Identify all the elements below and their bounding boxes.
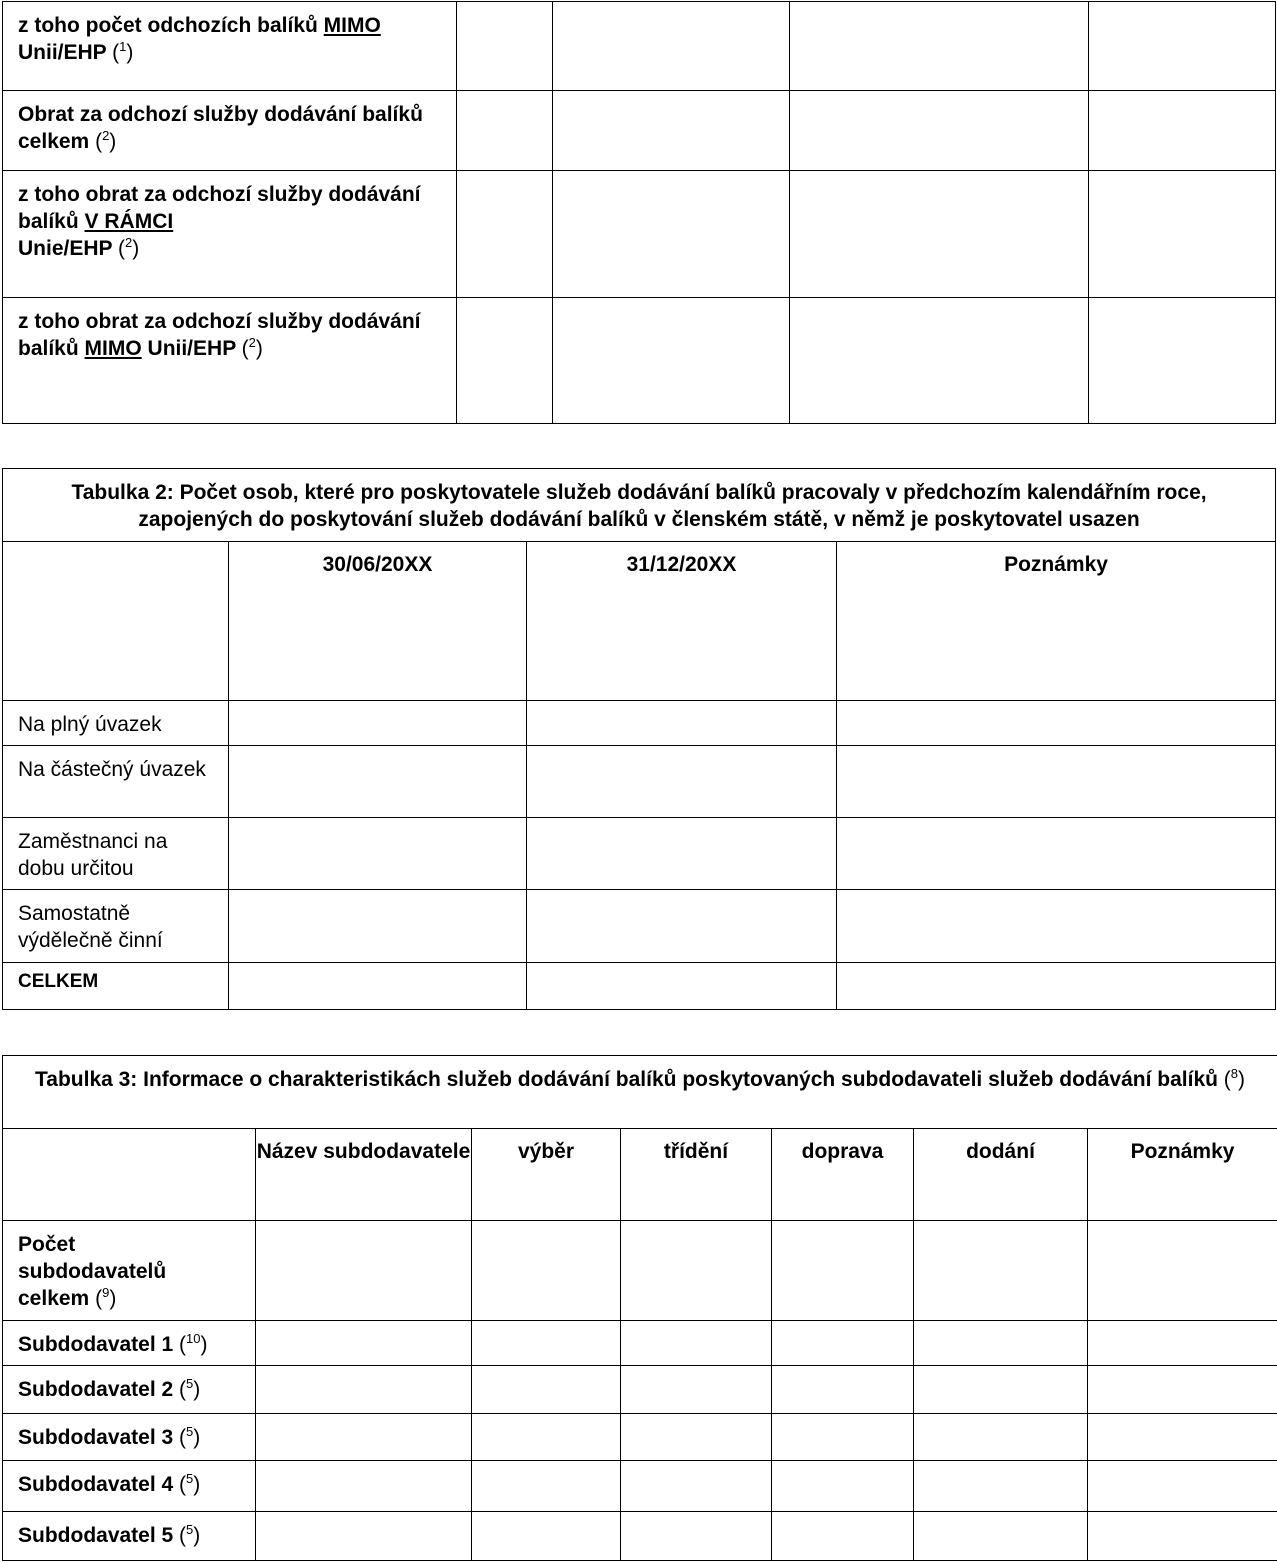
input-cell[interactable] <box>772 1512 914 1561</box>
input-cell[interactable] <box>553 2 790 91</box>
header-notes: Poznámky <box>837 542 1276 701</box>
input-cell[interactable] <box>621 1366 772 1414</box>
input-cell[interactable] <box>837 963 1276 1010</box>
header-sorting: třídění <box>621 1129 772 1221</box>
table-row <box>3 2 1276 91</box>
input-cell[interactable] <box>472 1366 621 1414</box>
input-cell[interactable] <box>837 890 1276 963</box>
header-empty <box>3 542 229 701</box>
row-label: Samostatně výdělečně činní <box>3 890 229 963</box>
header-row <box>3 1129 1277 1221</box>
input-cell[interactable] <box>229 701 527 746</box>
input-cell[interactable] <box>1089 298 1276 424</box>
table-row <box>3 171 1276 298</box>
row-label: Subdodavatel 1 ($^{10}$) <box>3 1321 256 1366</box>
input-cell[interactable] <box>472 1414 621 1461</box>
header-collection: výběr <box>472 1129 621 1221</box>
row-label: z toho obrat za odchozí služby dodávání balíků V RÁMCI Unie/EHP ($^2$) <box>3 171 457 298</box>
input-cell[interactable] <box>1088 1461 1277 1512</box>
input-cell[interactable] <box>914 1366 1088 1414</box>
table-row <box>3 701 1276 746</box>
input-cell[interactable] <box>772 1414 914 1461</box>
input-cell[interactable] <box>229 890 527 963</box>
input-cell[interactable] <box>472 1461 621 1512</box>
input-cell[interactable] <box>527 963 837 1010</box>
table-row <box>3 1512 1277 1561</box>
header-transport: doprava <box>772 1129 914 1221</box>
input-cell[interactable] <box>914 1461 1088 1512</box>
input-cell[interactable] <box>1089 2 1276 91</box>
input-cell[interactable] <box>457 298 553 424</box>
input-cell[interactable] <box>229 818 527 890</box>
row-label: z toho počet odchozích balíků MIMO Unii/EHP ($^1$) <box>3 2 457 91</box>
input-cell[interactable] <box>837 701 1276 746</box>
input-cell[interactable] <box>1089 171 1276 298</box>
header-row <box>3 542 1276 701</box>
input-cell[interactable] <box>790 298 1089 424</box>
input-cell[interactable] <box>1088 1366 1277 1414</box>
input-cell[interactable] <box>256 1414 472 1461</box>
table-row <box>3 91 1276 171</box>
header-date-june: 30/06/20XX <box>229 542 527 701</box>
input-cell[interactable] <box>527 701 837 746</box>
input-cell[interactable] <box>790 2 1089 91</box>
input-cell[interactable] <box>837 818 1276 890</box>
table-row <box>3 298 1276 424</box>
input-cell[interactable] <box>772 1321 914 1366</box>
table-title: Tabulka 2: Počet osob, které pro poskytovatele služeb dodávání balíků pracovaly v předchozím kalendářním roce, zapojených do poskytování služeb dodávání balíků v členském státě, v němž je poskytovatel usazen <box>3 469 1276 542</box>
input-cell[interactable] <box>837 746 1276 818</box>
input-cell[interactable] <box>256 1321 472 1366</box>
input-cell[interactable] <box>457 2 553 91</box>
input-cell[interactable] <box>914 1512 1088 1561</box>
input-cell[interactable] <box>1088 1321 1277 1366</box>
input-cell[interactable] <box>914 1414 1088 1461</box>
input-cell[interactable] <box>772 1461 914 1512</box>
table-row <box>3 1414 1277 1461</box>
table-row <box>3 818 1276 890</box>
input-cell[interactable] <box>772 1221 914 1321</box>
row-label-total: CELKEM <box>3 963 229 1010</box>
input-cell[interactable] <box>472 1221 621 1321</box>
input-cell[interactable] <box>1089 91 1276 171</box>
row-label: Subdodavatel 5 ($^5$) <box>3 1512 256 1561</box>
input-cell[interactable] <box>621 1321 772 1366</box>
input-cell[interactable] <box>553 298 790 424</box>
input-cell[interactable] <box>553 171 790 298</box>
header-subcontractor-name: Název subdodavatele <box>256 1129 472 1221</box>
input-cell[interactable] <box>621 1414 772 1461</box>
row-label: Subdodavatel 2 ($^5$) <box>3 1366 256 1414</box>
input-cell[interactable] <box>621 1221 772 1321</box>
table-title-row <box>3 469 1276 542</box>
input-cell[interactable] <box>256 1221 472 1321</box>
table-title-row <box>3 1056 1277 1129</box>
input-cell[interactable] <box>457 171 553 298</box>
input-cell[interactable] <box>772 1366 914 1414</box>
input-cell[interactable] <box>256 1366 472 1414</box>
header-empty <box>3 1129 256 1221</box>
input-cell[interactable] <box>229 746 527 818</box>
row-label: Na částečný úvazek <box>3 746 229 818</box>
input-cell[interactable] <box>553 91 790 171</box>
table-row <box>3 963 1276 1010</box>
subcontractor-table <box>2 1055 1277 1561</box>
row-label: Obrat za odchozí služby dodávání balíků celkem ($^2$) <box>3 91 457 171</box>
input-cell[interactable] <box>472 1321 621 1366</box>
input-cell[interactable] <box>472 1512 621 1561</box>
input-cell[interactable] <box>256 1512 472 1561</box>
input-cell[interactable] <box>229 963 527 1010</box>
input-cell[interactable] <box>1088 1414 1277 1461</box>
row-label: Subdodavatel 3 ($^5$) <box>3 1414 256 1461</box>
input-cell[interactable] <box>790 91 1089 171</box>
row-label: Zaměstnanci na dobu určitou <box>3 818 229 890</box>
table-row <box>3 1221 1277 1321</box>
table-row <box>3 1321 1277 1366</box>
row-label: z toho obrat za odchozí služby dodávání balíků MIMO Unii/EHP ($^2$) <box>3 298 457 424</box>
input-cell[interactable] <box>527 818 837 890</box>
input-cell[interactable] <box>914 1321 1088 1366</box>
input-cell[interactable] <box>527 890 837 963</box>
input-cell[interactable] <box>527 746 837 818</box>
staff-count-table <box>2 468 1276 1010</box>
input-cell[interactable] <box>621 1461 772 1512</box>
table-row <box>3 746 1276 818</box>
input-cell[interactable] <box>457 91 553 171</box>
input-cell[interactable] <box>790 171 1089 298</box>
header-date-december: 31/12/20XX <box>527 542 837 701</box>
table-row <box>3 890 1276 963</box>
table-row <box>3 1461 1277 1512</box>
header-delivery: dodání <box>914 1129 1088 1221</box>
row-label: Subdodavatel 4 ($^5$) <box>3 1461 256 1512</box>
row-label: Na plný úvazek <box>3 701 229 746</box>
row-label: Počet subdodavatelů celkem ($^9$) <box>3 1221 256 1321</box>
table-title: Tabulka 3: Informace o charakteristikách služeb dodávání balíků poskytovaných subdodavateli služeb dodávání balíků ($^8$) <box>3 1056 1277 1129</box>
input-cell[interactable] <box>256 1461 472 1512</box>
input-cell[interactable] <box>914 1221 1088 1321</box>
outgoing-parcels-table <box>2 1 1276 424</box>
input-cell[interactable] <box>1088 1221 1277 1321</box>
table-row <box>3 1366 1277 1414</box>
header-notes: Poznámky <box>1088 1129 1277 1221</box>
input-cell[interactable] <box>621 1512 772 1561</box>
input-cell[interactable] <box>1088 1512 1277 1561</box>
